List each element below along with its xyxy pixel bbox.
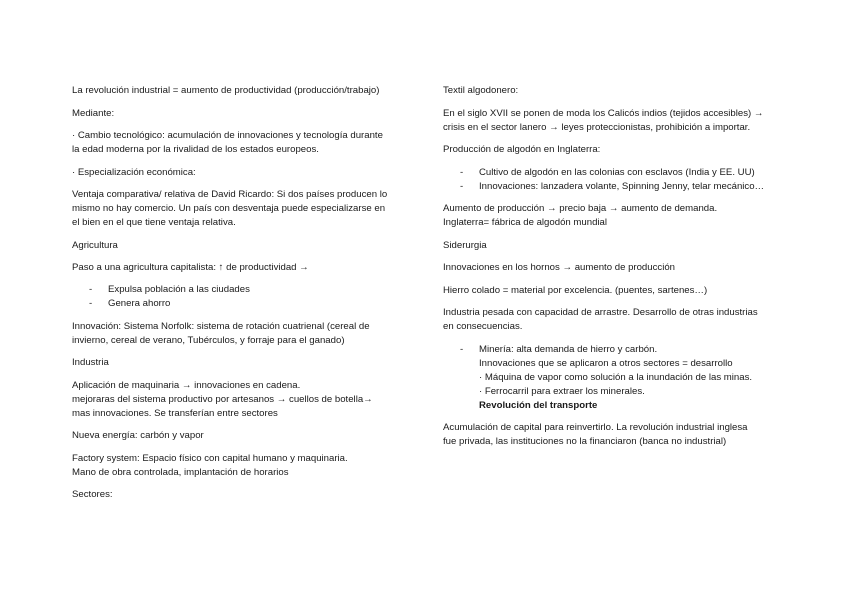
- especializacion-paragraph: [72, 166, 412, 180]
- left-column: [72, 84, 412, 511]
- sectores-text: Sectores:: [72, 489, 113, 500]
- aumento-line: Aumento de producción → precio baja → aumento de demanda.: [443, 203, 718, 214]
- intro-paragraph: [72, 84, 412, 98]
- energia-text: Nueva energía: carbón y vapor: [72, 430, 204, 441]
- ventaja-line: mismo no hay comercio. Un país con desventaja puede especializarse en: [72, 203, 386, 214]
- acumulacion-line: Acumulación de capital para reinvertirlo. La revolución industrial inglesa: [443, 422, 748, 433]
- aumento-line: Inglaterra= fábrica de algodón mundial: [443, 217, 608, 228]
- cambio-line: · Cambio tecnológico: acumulación de innovaciones y tecnología durante: [72, 130, 383, 141]
- pesada-paragraph: [443, 306, 783, 334]
- bullet-dash: -: [460, 180, 464, 192]
- mineria-sub-line: Innovaciones que se aplicaron a otros sectores = desarrollo: [479, 357, 733, 369]
- siglo-line: En el siglo XVII se ponen de moda los Calicós indios (tejidos accesibles) →: [443, 107, 764, 119]
- ventaja-paragraph: [72, 188, 412, 230]
- siderurgia-title: Siderurgia: [443, 239, 487, 251]
- aumento-paragraph: [443, 202, 783, 230]
- mineria-sub-line: · Máquina de vapor como solución a la inundación de las minas.: [479, 371, 753, 383]
- agricultura-heading: [72, 239, 412, 253]
- factory-line: Mano de obra controlada, implantación de horarios: [72, 466, 289, 478]
- bullet-dash: -: [460, 343, 464, 355]
- innovacion-line: Innovación: Sistema Norfolk: sistema de rotación cuatrienal (cereal de: [72, 320, 370, 332]
- ventaja-line: Ventaja comparativa/ relativa de David Ricardo: Si dos países producen lo: [72, 189, 388, 200]
- list-item: [72, 283, 412, 297]
- bullet-dash: -: [89, 298, 93, 309]
- hierro-text: Hierro colado = material por excelencia. (puentes, sartenes…): [443, 284, 708, 296]
- mineria-text: Minería: alta demanda de hierro y carbón.: [479, 343, 658, 355]
- hornos-paragraph: [443, 261, 783, 275]
- industria-heading: [72, 356, 412, 370]
- list-item-text: Innovaciones: lanzadera volante, Spinning Jenny, telar mecánico…: [479, 180, 765, 192]
- acumulacion-paragraph: [443, 421, 783, 449]
- agricultura-title: Agricultura: [72, 239, 118, 251]
- siglo-line: crisis en el sector lanero → leyes proteccionistas, prohibición a importar.: [443, 121, 751, 133]
- aplicacion-line: Aplicación de maquinaria → innovaciones en cadena.: [72, 379, 301, 391]
- siglo-paragraph: [443, 107, 783, 135]
- list-item: [443, 343, 783, 357]
- cambio-line: la edad moderna por la rivalidad de los estados europeos.: [72, 144, 319, 155]
- mediante-text: Mediante:: [72, 107, 115, 119]
- factory-line: Factory system: Espacio físico con capital humano y maquinaria.: [72, 452, 348, 464]
- list-item: [443, 180, 783, 194]
- intro-text: La revolución industrial = aumento de productividad (producción/trabajo): [72, 85, 380, 96]
- hierro-paragraph: [443, 284, 783, 298]
- list-item: [443, 166, 783, 180]
- bullet-dash: -: [89, 284, 93, 295]
- energia-paragraph: [72, 429, 412, 443]
- mediante-paragraph: [72, 107, 412, 121]
- mineria-sub-line: · Ferrocarril para extraer los minerales.: [479, 385, 645, 397]
- list-item-text: Expulsa población a las ciudades: [108, 284, 250, 295]
- cambio-paragraph: [72, 129, 412, 157]
- pesada-line: Industria pesada con capacidad de arrastre. Desarrollo de otras industrias: [443, 307, 758, 318]
- hornos-text: Innovaciones en los hornos → aumento de producción: [443, 262, 675, 273]
- innovacion-line: invierno, cereal de verano, Tubérculos, y forraje para el ganado): [72, 334, 345, 346]
- bullet-dash: -: [460, 166, 464, 178]
- list-item-text: Genera ahorro: [108, 298, 171, 309]
- produccion-text: Producción de algodón en Inglaterra:: [443, 144, 601, 155]
- textil-title: Textil algodonero:: [443, 85, 519, 96]
- mineria-block: [443, 343, 783, 413]
- especializacion-text: · Especialización económica:: [72, 166, 196, 178]
- produccion-paragraph: [443, 143, 783, 157]
- factory-paragraph: [72, 452, 412, 480]
- prod-bullet-list: [443, 166, 783, 194]
- aplicacion-paragraph: [72, 379, 412, 421]
- aplicacion-line: mas innovaciones. Se transferían entre sectores: [72, 407, 278, 419]
- sectores-paragraph: [72, 488, 412, 502]
- right-column: [443, 84, 783, 458]
- pesada-line: en consecuencias.: [443, 321, 523, 332]
- acumulacion-line: fue privada, las instituciones no la financiaron (banca no industrial): [443, 436, 727, 447]
- industria-title: Industria: [72, 357, 109, 368]
- paso-text: Paso a una agricultura capitalista: ↑ de productividad →: [72, 262, 309, 273]
- ventaja-line: el bien en el que tiene ventaja relativa.: [72, 217, 236, 228]
- revolucion-transporte-text: Revolución del transporte: [479, 399, 598, 411]
- siderurgia-heading: [443, 239, 783, 253]
- paso-paragraph: [72, 261, 412, 275]
- list-item-text: Cultivo de algodón en las colonias con esclavos (India y EE. UU): [479, 166, 755, 178]
- aplicacion-line: mejoraras del sistema productivo por artesanos → cuellos de botella→: [72, 393, 373, 405]
- textil-heading: [443, 84, 783, 98]
- innovacion-paragraph: [72, 320, 412, 348]
- agri-bullet-list: [72, 283, 412, 311]
- list-item: [72, 297, 412, 311]
